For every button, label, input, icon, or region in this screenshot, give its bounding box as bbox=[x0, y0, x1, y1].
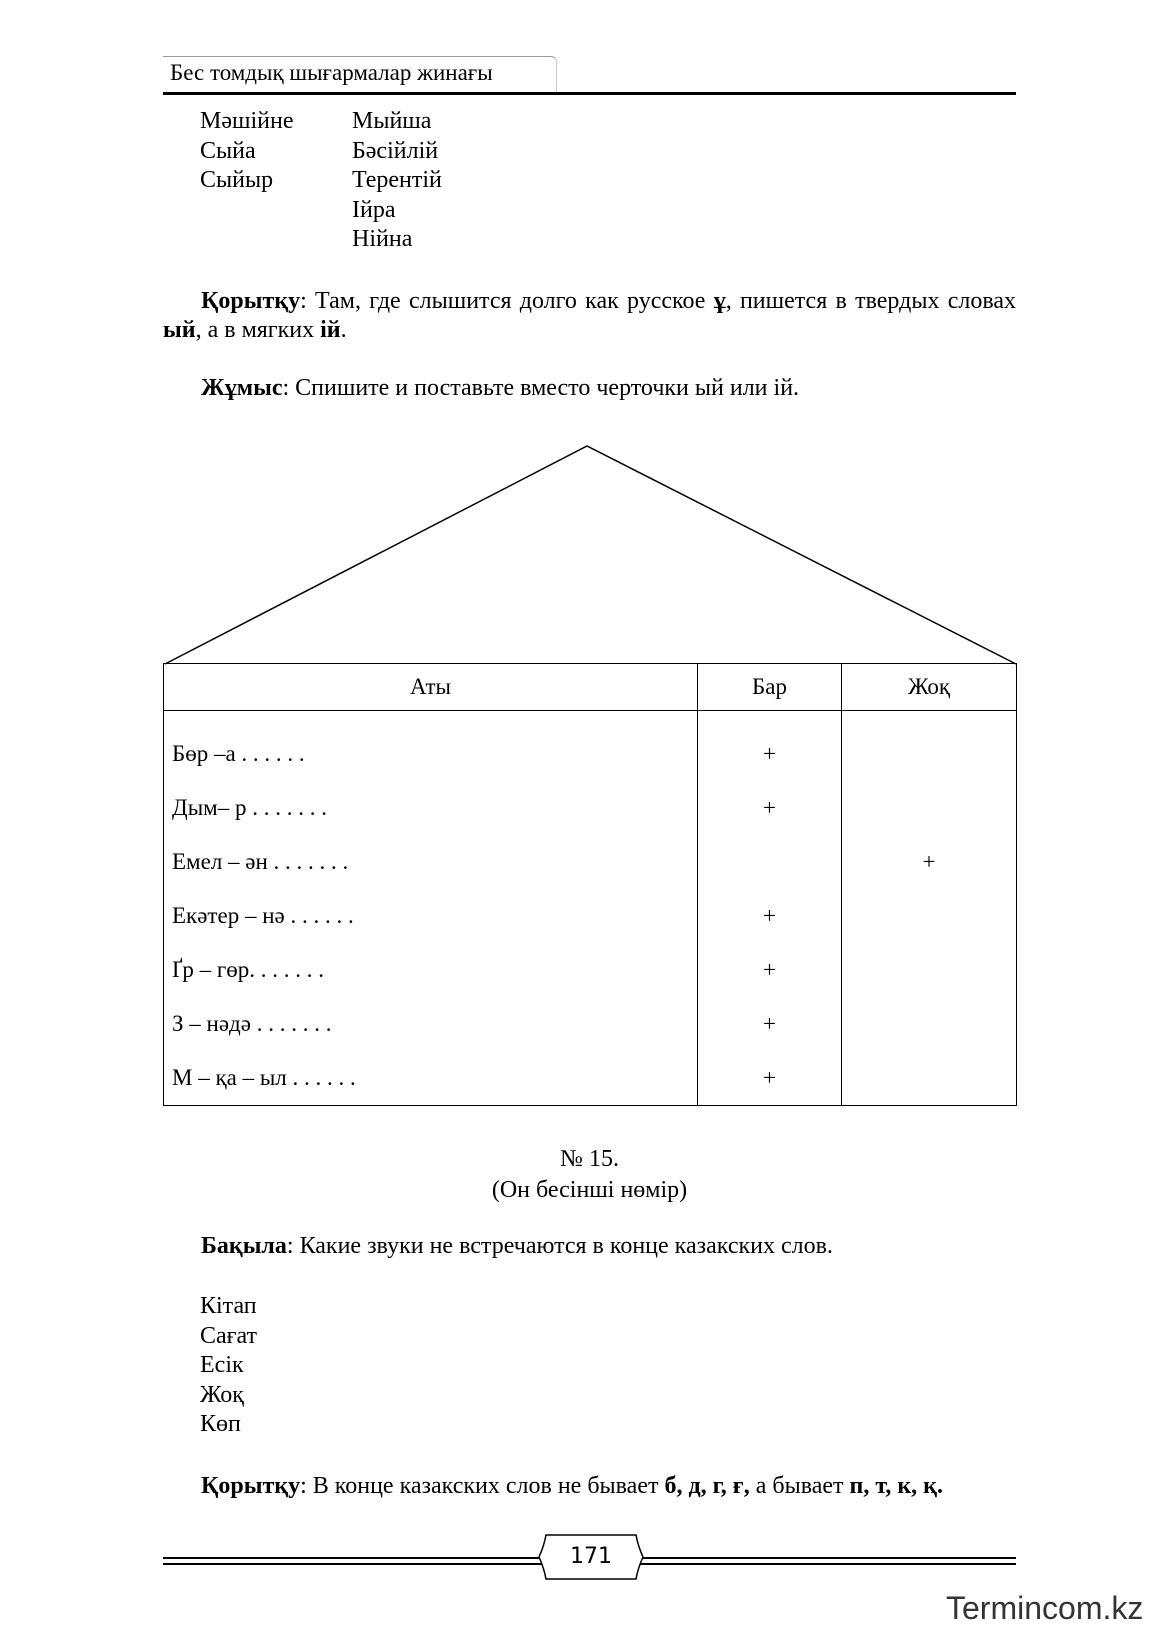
table-row-name: З – нәдә . . . . . . . bbox=[172, 1011, 332, 1036]
bar-mark: + bbox=[763, 1011, 776, 1036]
section-number: № 15. bbox=[560, 1146, 619, 1172]
word-item: Мәшійне bbox=[200, 108, 294, 134]
jok-mark bbox=[842, 889, 1016, 943]
conclusion-text: : В конце казакских слов не бывает bbox=[300, 1473, 665, 1499]
word-item: Мыйша bbox=[352, 108, 432, 134]
bar-column bbox=[698, 711, 842, 1106]
conclusion-label: Қорытқу bbox=[201, 288, 301, 314]
watermark-logo bbox=[946, 1590, 1143, 1627]
conclusion-text: . bbox=[340, 317, 347, 343]
table-row-name: Дым– р . . . . . . . bbox=[172, 795, 327, 820]
word-item: Сыйыр bbox=[200, 167, 274, 193]
table-row-name: Екәтер – нә . . . . . . bbox=[172, 903, 354, 928]
word-item: Сыйа bbox=[200, 137, 256, 164]
word-item: Кітап bbox=[200, 1293, 257, 1319]
conclusion-text: а бывает bbox=[749, 1473, 850, 1499]
jok-mark: + bbox=[922, 849, 936, 874]
bar-mark: + bbox=[763, 795, 776, 820]
conclusion-text: : Там, где слышится долго как русское bbox=[300, 288, 714, 314]
word-item: Терентій bbox=[352, 167, 442, 193]
word-list-2 bbox=[200, 1292, 257, 1440]
conclusion-label: Қорытқу bbox=[201, 1473, 301, 1499]
jok-column bbox=[842, 711, 1017, 1106]
running-header: Бес томдық шығармалар жинағы bbox=[170, 60, 493, 85]
jok-mark bbox=[842, 727, 1016, 781]
page-number: 171 bbox=[570, 1544, 612, 1569]
word-item: Ійра bbox=[352, 196, 396, 223]
bar-mark: + bbox=[763, 903, 776, 928]
house-table bbox=[163, 663, 1017, 1106]
word-item: Сағат bbox=[200, 1322, 258, 1349]
bold-letter: ій bbox=[320, 317, 341, 343]
word-item: Жоқ bbox=[200, 1381, 244, 1408]
jok-mark bbox=[842, 781, 1016, 835]
table-row-name: М – қа – ыл . . . . . . bbox=[172, 1065, 356, 1090]
task-label: Жұмыс bbox=[201, 375, 283, 401]
bar-mark: + bbox=[763, 741, 776, 766]
bar-mark: + bbox=[763, 1065, 776, 1090]
jok-mark bbox=[842, 997, 1016, 1051]
jok-mark bbox=[842, 1051, 1016, 1105]
section-number-words: (Он бесінші нөмір) bbox=[491, 1177, 688, 1203]
conclusion-paragraph-2 bbox=[163, 1472, 1016, 1501]
column-header-jok: Жоқ bbox=[842, 664, 1017, 711]
bold-letters: п, т, к, қ. bbox=[849, 1473, 943, 1499]
bar-mark bbox=[698, 835, 841, 889]
observe-paragraph bbox=[163, 1232, 1016, 1261]
column-header-bar: Бар bbox=[698, 664, 842, 711]
word-item: Көп bbox=[200, 1411, 241, 1437]
word-item: Есік bbox=[200, 1352, 244, 1378]
table-body-row bbox=[164, 711, 1017, 1106]
task-text: : Спишите и поставьте вместо черточки ый или ій. bbox=[282, 375, 800, 401]
table-row-name: Емел – ән . . . . . . . bbox=[172, 849, 349, 874]
observe-label: Бақыла bbox=[201, 1233, 287, 1259]
table-row-name: Бөр –а . . . . . . bbox=[172, 741, 305, 766]
table-header-row bbox=[164, 664, 1017, 711]
bold-letter: ый bbox=[163, 317, 196, 343]
conclusion-text: , пишется в твердых словах bbox=[725, 288, 1017, 314]
table-row-name: Ґр – гөр. . . . . . . bbox=[172, 957, 325, 982]
bar-mark: + bbox=[763, 957, 776, 982]
roof-triangle-diagram bbox=[0, 0, 1158, 670]
bold-letter: ұ bbox=[713, 288, 726, 314]
observe-text: : Какие звуки не встречаются в конце казакских слов. bbox=[286, 1233, 833, 1259]
bold-letters: б, д, г, ғ, bbox=[664, 1473, 750, 1499]
jok-mark bbox=[842, 943, 1016, 997]
word-item: Бәсійлій bbox=[352, 137, 439, 164]
word-item: Нійна bbox=[352, 226, 413, 252]
roof-lines bbox=[165, 446, 1016, 664]
column-header-name: Аты bbox=[164, 664, 698, 711]
watermark-text: Termincom.kz bbox=[946, 1590, 1144, 1626]
conclusion-text: , а в мягких bbox=[195, 317, 321, 343]
names-column bbox=[164, 711, 698, 1106]
section-number-heading bbox=[163, 1144, 1016, 1206]
